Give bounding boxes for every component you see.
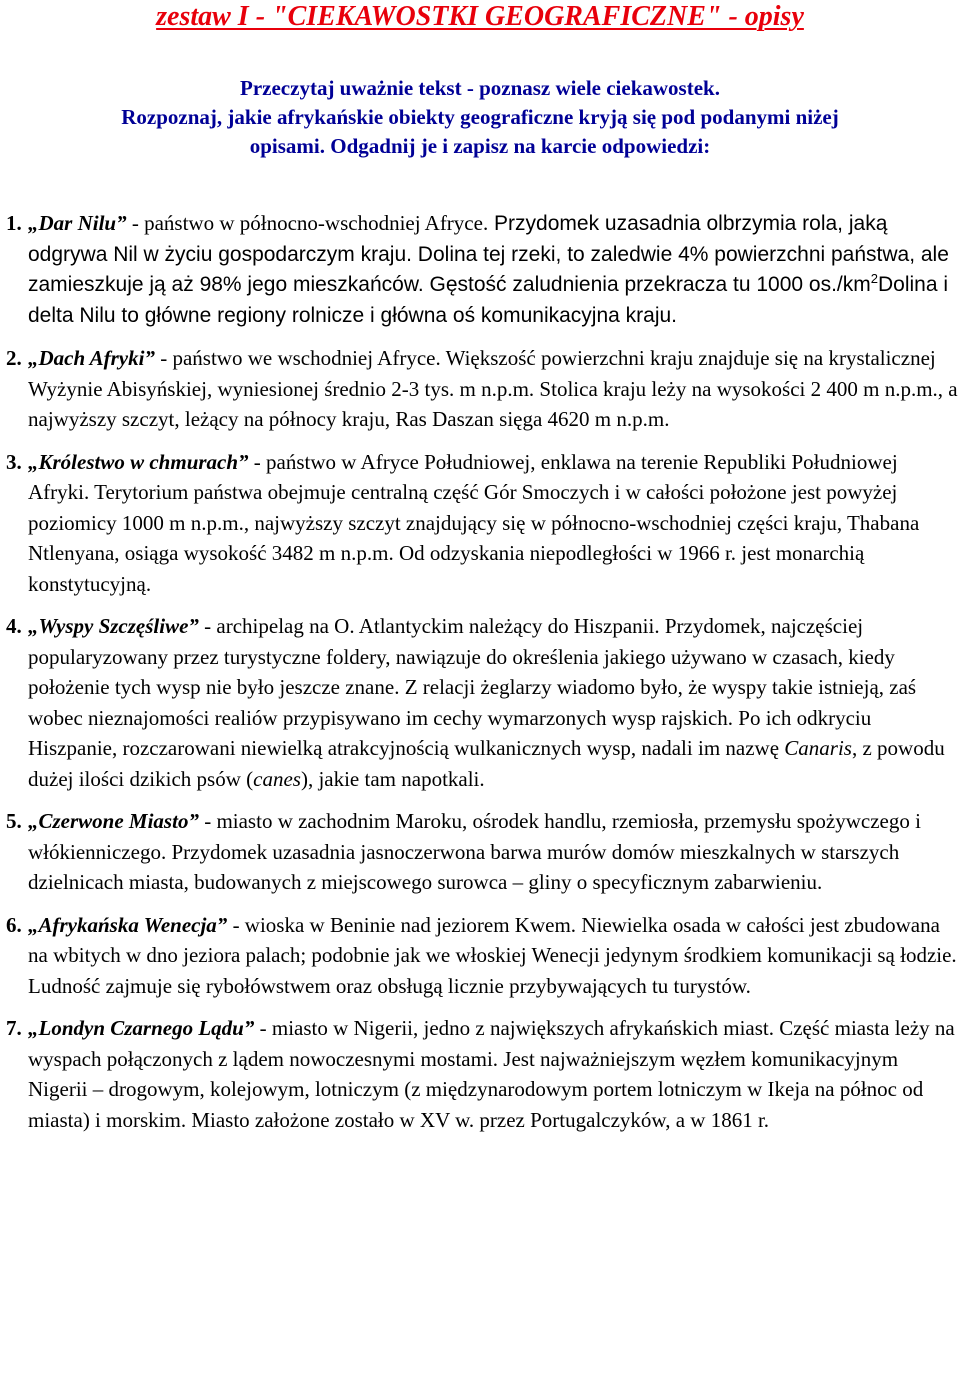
- intro-line-1: Przeczytaj uważnie tekst - poznasz wiele ciekawostek.: [240, 76, 720, 100]
- item-nickname: „Królestwo w chmurach”: [28, 449, 249, 474]
- item-description-end: ), jakie tam napotkali.: [300, 766, 485, 791]
- item-description: Niewielka osada w całości jest zbudowana na wbitych w dno jeziora palach; podobnie jak we włoskiej Wenecji jedynym środkiem komunikacji są łodzie. Ludność zajmuje się rybołówstwem oraz obsługą licznie przybywających tu turystów.: [28, 912, 957, 998]
- item-unit: /km: [836, 273, 871, 296]
- item-lead: - miasto w Nigerii, jedno z największych afrykańskich miast.: [254, 1016, 774, 1040]
- item-nickname: „Wyspy Szczęśliwe”: [28, 614, 199, 638]
- item-description: Przydomek uzasadnia olbrzymia rola, jaką odgrywa Nil w życiu gospodarczym kraju. Dolina tej rzeki, to zaledwie 4% powierzchni państwa, ale zamieszkuje ją aż 98% jego mieszkańców. Gęstość zaludnienia przekracza tu 1000 os.: [28, 212, 949, 296]
- item-description: Większość powierzchni kraju znajduje się na krystalicznej Wyżynie Abisyńskiej, wyniesionej średnio 2-3 tys. m n.p.m. Stolica kraju leży na wysokości 2 400 m n.p.m., a najwyższy szczyt, leżący na północy kraju, Ras Daszan sięga 4620 m n.p.m.: [28, 346, 958, 431]
- item-number: 5.: [6, 809, 22, 833]
- item-number: 2.: [6, 346, 22, 370]
- intro-instructions: [14, 74, 946, 161]
- item-nickname: „Afrykańska Wenecja”: [28, 912, 228, 937]
- intro-line-2: Rozpoznaj, jakie afrykańskie obiekty geograficzne kryją się pod podanymi niżej: [121, 105, 839, 129]
- item-nickname: „Czerwone Miasto”: [28, 809, 199, 833]
- document-title: zestaw I - "CIEKAWOSTKI GEOGRAFICZNE" - opisy: [156, 1, 804, 32]
- item-description-cont: Dolina i delta Nilu to główne regiony rolnicze i główna oś komunikacyjna kraju.: [28, 273, 949, 327]
- riddle-item-6: [0, 910, 960, 1002]
- item-number: 3.: [6, 449, 22, 474]
- item-lead: - wioska w Beninie nad jeziorem Kwem.: [227, 912, 577, 937]
- item-italic-term: canes: [253, 766, 301, 791]
- intro-line-3: opisami. Odgadnij je i zapisz na karcie odpowiedzi:: [249, 134, 711, 158]
- item-number: 1.: [6, 211, 22, 235]
- item-number: 6.: [6, 912, 22, 937]
- item-superscript: 2: [870, 271, 878, 286]
- item-description: Przydomek, najczęściej popularyzowany przez turystyczne foldery, nawiązuje do określenia jakiego używano w czasach, kiedy położenie tych wysp nie było jeszcze znane. Z relacji żeglarzy wiadomo było, że wyspy takie istnieją, zaś wobec nieznajomości realiów przypisywano im cechy wymarzonych wysp rajskich. Po ich odkryciu Hiszpanie, rozczarowani niewielką atrakcyjnością wulkanicznych wysp, nadali im nazwę: [28, 614, 917, 760]
- item-lead: - państwo w Afryce Południowej, enklawa na terenie Republiki Południowej Afryki.: [28, 449, 898, 504]
- item-lead: - miasto w zachodnim Maroku, ośrodek handlu, rzemiosła, przemysłu spożywczego i włókienniczego.: [28, 809, 921, 864]
- riddle-item-4: [0, 611, 960, 794]
- riddle-item-7: [0, 1013, 960, 1135]
- riddle-item-5: [0, 806, 960, 898]
- riddle-item-3: [0, 447, 960, 600]
- item-nickname: „Dar Nilu”: [28, 211, 127, 235]
- riddle-item-2: [0, 343, 960, 435]
- item-lead: - państwo w północno-wschodniej Afryce.: [126, 211, 489, 235]
- item-description-cont: , z powodu dużej ilości dzikich psów (: [28, 736, 945, 791]
- item-description: Przydomek uzasadnia jasnoczerwona barwa murów domów mieszkalnych w starszych dzielnicach miasta, budowanych z miejscowego surowca – gliny o specyficznym zabarwieniu.: [28, 839, 900, 894]
- item-italic-term: Canaris: [784, 736, 852, 760]
- riddle-item-1: [0, 208, 960, 331]
- item-number: 7.: [6, 1016, 22, 1040]
- item-lead: - archipelag na O. Atlantyckim należący do Hiszpanii.: [198, 614, 660, 638]
- item-number: 4.: [6, 614, 22, 638]
- riddle-list: [0, 208, 960, 1147]
- item-description: Część miasta leży na wyspach połączonych z lądem nowoczesnymi mostami. Jest najważniejszym węzłem komunikacyjnym Nigerii – drogowym, kolejowym, lotniczym (z międzynarodowym portem lotniczym w Ikeja na północ od miasta) i morskim. Miasto założone zostało w XV w. przez Portugalczyków, a w 1861 r.: [28, 1016, 955, 1132]
- item-lead: - państwo we wschodniej Afryce.: [154, 346, 441, 370]
- item-nickname: „Londyn Czarnego Lądu”: [28, 1016, 255, 1040]
- item-nickname: „Dach Afryki”: [28, 346, 155, 370]
- item-description: Terytorium państwa obejmuje centralną część Gór Smoczych i w całości położone jest powyżej poziomicy 1000 m n.p.m., najwyższy szczyt znajdujący się w północno-wschodniej części kraju, Thabana Ntlenyana, osiąga wysokość 3482 m n.p.m. Od odzyskania niepodległości w 1966 r. jest monarchią konstytucyjną.: [28, 480, 920, 596]
